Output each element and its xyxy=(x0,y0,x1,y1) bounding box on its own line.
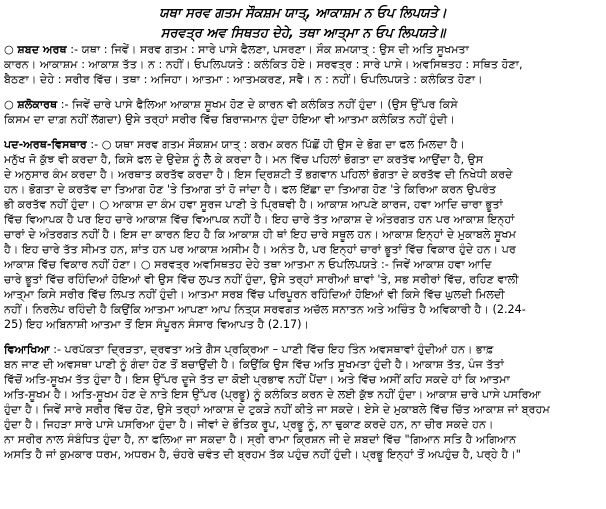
verse-line-1: ਯਥਾ ਸਰਵ ਗਤਮ ਸੌਕਸ਼ਮ ਯਾਤ੍, ਆਕਾਸ਼ਮ ਨ ਓਪ ਲਿਪਯਤੇ। xyxy=(159,6,447,21)
text-line: ਹੁੰਦਾ ਹੈ। ਜਿਵੇਂ ਸਾਰੇ ਸਰੀਰ ਵਿੱਚ ਹੋਣ, ਉਸੇ ਤਰ੍ਹਾਂ ਆਕਾਸ਼ ਦੇ ਟੁਕੜੇ ਨਹੀਂ ਕੀਤੇ ਜਾ ਸਕਦੇ। ਏਸੇ ਦੇ ਮੁਕਾਬਲੇ ਵਿੱਚ ਚਿੱਤ ਆਕਾਸ਼ ਜਾਂ ਬ੍ਰਹਮ xyxy=(4,403,550,416)
text-line: ਅਤਿ-ਸੂਖਮ ਹੈ। ਅਤਿ-ਸੂਖਮ ਹੋਣ ਦੇ ਨਾਤੇ ਇਸ ਉੱਪਰ (ਪ੍ਰਭੂ) ਨੂੰ ਕਲੰਕਿਤ ਕਰਨ ਦੇ ਲਈ ਕੁੱਝ ਨਹੀਂ ਹੁੰਦਾ। ਆਕਾਸ਼ ਚਾਰੇ ਪਾਸੇ ਪਸਰਿਆ xyxy=(4,388,541,401)
text-line: ਹੈ। ਇਹ ਚਾਰੇ ਤੱਤ ਸੀਮਤ ਹਨ, ਸ਼ਾਂਤ ਹਨ ਪਰ ਆਕਾਸ਼ ਅਸੀਮ ਹੈ। ਅਨੰਤ ਹੈ, ਪਰ ਇਨ੍ਹਾਂ ਚਾਰਾਂ ਭੂਤਾਂ ਵਿੱਚ ਵਿਕਾਰ ਹੁੰਦੇ ਹਨ। ਪਰ xyxy=(4,243,516,256)
text-line: ਦੇ ਅਨੁਸਾਰ ਕੰਮ ਕਰਦਾ ਹੈ। ਅਰਥਾਤ ਕਰਤੱਵ ਕਰਦਾ ਹੈ। ਇਸ ਦ੍ਰਿਸ਼ਟੀ ਤੋਂ ਭਗਵਾਨ ਪਹਿਲਾਂ ਭੋਗਤਾ ਦੇ ਕਰਤੱਵ ਦੀ ਨਿਖੇਧੀ ਕਰਦੇ xyxy=(4,168,513,181)
verse-line-2: ਸਰਵਤ੍ਰ ਅਵ ਸਿਥਤਹ ਦੇਹੇ, ਤਥਾ ਆਤ੍ਮਾ ਨ ਓਪ ਲਿਪਯਤੇ॥ xyxy=(160,26,446,41)
text-line: ਚਾਰਾਂ ਦੇ ਅੰਤਰਗਤ ਨਹੀਂ ਹੈ। ਇਸ ਦਾ ਕਾਰਨ ਇਹ ਹੈ ਕਿ ਆਕਾਸ਼ ਹੀ ਥਾਂ ਇਹ ਚਾਰੇ ਸਥੂਲ ਹਨ। ਆਕਾਸ਼ ਇਨ੍ਹਾਂ ਦੇ ਮੁਕਾਬਲੇ ਸੂਖਮ xyxy=(4,228,516,241)
section-label: ਸ਼ਬਦ ਅਰਥ xyxy=(17,43,67,56)
text-line: 25) ਇਹ ਅਬਿਨਾਸ਼ੀ ਆਤਮਾ ਤੋਂ ਇਸ ਸੰਪੂਰਨ ਸੰਸਾਰ ਵਿਆਪਤ ਹੈ (2.17)। xyxy=(4,318,310,331)
text-line: ○ ਸ਼ਲੋਕਾਰਥ :- ਜਿਵੇਂ ਚਾਰੇ ਪਾਸੇ ਫੈਲਿਆ ਆਕਾਸ਼ ਸੂਖਮ ਹੋਣ ਦੇ ਕਾਰਨ ਵੀ ਕਲੰਕਿਤ ਨਹੀਂ ਹੁੰਦਾ। (ਉਸ ਉੱਪਰ ਕਿਸੇ xyxy=(4,98,458,111)
text-line: ਨਾ ਸਰੀਰ ਨਾਲ ਸੰਬੰਧਿਤ ਹੁੰਦਾ ਹੈ, ਨਾ ਫਲਿਆ ਜਾ ਸਕਦਾ ਹੈ। ਸ੍ਰੀ ਰਾਮਾ ਕ੍ਰਿਸ਼ਨ ਜੀ ਦੇ ਸ਼ਬਦਾਂ ਵਿੱਚ "ਗਿਆਨ ਸਤਿ ਹੈ ਅਗਿਆਨ xyxy=(4,433,517,446)
section-label: ਵਿਆਖਿਆ xyxy=(4,343,50,356)
text-line: ਚਾਰੇ ਭੂਤਾਂ ਵਿੱਚ ਰਹਿੰਦਿਆਂ ਹੋਇਆਂ ਵੀ ਉਸ ਵਿੱਚ ਲੁਪਤ ਨਹੀਂ ਹੁੰਦਾ, ਉਸੇ ਤਰ੍ਹਾਂ ਸਾਰੀਆਂ ਥਾਵਾਂ 'ਤੇ, ਸਭ ਸਰੀਰਾਂ ਵਿੱਚ, ਰਹਿਣ ਵਾਲੀ xyxy=(4,273,519,286)
text-line: ਹਨ। ਭੋਗਤਾ ਦੇ ਕਰਤੱਵ ਦਾ ਤਿਆਗ ਹੋਣ 'ਤੇ ਤਿਆਗ ਤਾਂ ਹੋ ਜਾਂਦਾ ਹੈ। ਫਲ ਇੱਛਾ ਦਾ ਤਿਆਗ ਹੋਣ 'ਤੇ ਕਿਰਿਆ ਕਰਨ ਉਪਰੰਤ xyxy=(4,183,497,196)
text-line: ਬੈਠਣਾ। ਦੇਹੇ : ਸਰੀਰ ਵਿੱਚ। ਤਥਾ : ਅਜਿਹਾ। ਆਤਮਾ : ਆਤਮਕਰਣ, ਸਵੈ। ਨ : ਨਹੀਂ। ਓਪਲਿਪਯਤੇ : ਕਲੰਕਿਤ ਹੋਣਾ। xyxy=(4,73,483,86)
text-line: ਪਦ-ਅਰਥ-ਵਿਸਥਾਰ :- ○ ਯਥਾ ਸਰਵ ਗਤਮ ਸੌਕਸ਼ਮ ਯਾਤ੍ : ਕਰਮ ਕਰਨ ਪਿੱਛੋਂ ਹੀ ਉਸ ਦੇ ਭੋਗ ਦਾ ਫਲ ਮਿਲਦਾ ਹੈ। xyxy=(4,138,465,151)
section-label: ਪਦ-ਅਰਥ-ਵਿਸਥਾਰ xyxy=(4,138,87,151)
text-line: ○ ਸ਼ਬਦ ਅਰਥ :- ਯਥਾ : ਜਿਵੇਂ। ਸਰਵ ਗਤਮ : ਸਾਰੇ ਪਾਸੇ ਫੈਲਣਾ, ਪਸਰਣਾ। ਸੌਕ ਸ਼ਮਯਾਤ੍ : ਉਸ ਦੀ ਅਤਿ ਸੂਖਮਤਾ xyxy=(4,43,469,56)
text-line: ਆਤ੍ਮਾ ਕਿਸੇ ਸਰੀਰ ਵਿੱਚ ਲਿਪਤ ਨਹੀਂ ਹੁੰਦੀ। ਆਤਮਾ ਸਰਬ ਵਿੱਚ ਪਰਿਪੂਰਨ ਰਹਿੰਦਿਆਂ ਹੋਇਆਂ ਵੀ ਕਿਸੇ ਵਿੱਚ ਘੁਲਦੀ ਮਿਲਦੀ xyxy=(4,288,505,301)
section-label: ਸ਼ਲੋਕਾਰਥ xyxy=(17,98,58,111)
text-line: ਅਸਤਿ ਹੈ ਜਾਂ ਕੁਮਕਾਰ ਧਰਮ, ਅਧਰਮ ਹੈ, ਚੰਹਰੇ ਚਵੰਤ ਦੀ ਬ੍ਰਹਮ ਤੱਕ ਪਹੁੰਚ ਨਹੀਂ ਹੁੰਦੀ। ਪ੍ਰਭੂ ਇਨ੍ਹਾਂ ਤੋਂ ਅਪਹੁੰਚ ਹੈ, ਪਰ੍ਹੇ ਹੈ।" xyxy=(4,448,521,461)
text-line: ਵਿਆਖਿਆ :- ਪਰਪੱਕਤਾ ਦ੍ਰਿੜਤਾ, ਦ੍ਰਵਤਾ ਅਤੇ ਗੈਸ ਪ੍ਰਕ੍ਰਿਆ – ਪਾਣੀ ਵਿੱਚ ਇਹ ਤਿੰਨ ਅਵਸਥਾਵਾਂ ਹੁੰਦੀਆਂ ਹਨ। ਭਾਫ਼ xyxy=(4,343,494,356)
text-line: ਕਿਸਮ ਦਾ ਦਾਗ਼ ਨਹੀਂ ਲੱਗਦਾ) ਉਸੇ ਤਰ੍ਹਾਂ ਸਰੀਰ ਵਿੱਚ ਬਿਰਾਜਮਾਨ ਹੁੰਦਾ ਹੋਇਆ ਵੀ ਆਤਮਾ ਕਲੰਕਿਤ ਨਹੀਂ ਹੁੰਦੀ। xyxy=(4,113,455,126)
text-line: ਆਕਾਸ਼ ਵਿੱਚ ਵਿਕਾਰ ਨਹੀਂ ਹੋਣਾ। ○ ਸਰਵਤ੍ਰ ਅਵਸਿਥਤਹ ਦੇਹੇ ਤਥਾ ਆਤਮਾ ਨ ਓਪਲਿਪਯਤੇ :- ਜਿਵੇਂ ਆਕਾਸ਼ ਹਵਾ ਆਦਿ xyxy=(4,258,492,271)
text-line: ਹੁੰਦਾ ਹੈ। ਜਿਹੜਾ ਸਾਰੇ ਪਾਸੇ ਪਸਰਿਆ ਹੁੰਦਾ ਹੈ। ਜੀਵਾਂ ਦੇ ਭੌਤਿਕ ਰੂਪ, ਪ੍ਰਭੂ ਨੂੰ, ਨਾ ਢੁਕਾਣ ਕਰਦੇ ਹਨ, ਨਾ ਚੀਰ ਸਕਦੇ ਹਨ। xyxy=(4,418,494,431)
text-line: ਕਾਰਨ। ਆਕਾਸ਼ਮ : ਆਕਾਸ਼ ਤੱਤ। ਨ : ਨਹੀਂ। ਓਪਲਿਪਯਤੇ : ਕਲੰਕਿਤ ਹੋਏ। ਸਰਵਤ੍ਰ : ਸਾਰੇ ਪਾਸੇ। ਅਵਸਿਥਤਹ : ਸਥਿਤ ਹੋਣਾ, xyxy=(4,58,523,71)
text-line: ਮਨੁੱਖ ਜੋ ਕੁੱਝ ਵੀ ਕਰਦਾ ਹੈ, ਕਿਸੇ ਫਲ ਦੇ ਉਦੇਸ਼ ਨੂੰ ਲੈ ਕੇ ਕਰਦਾ ਹੈ। ਮਨ ਵਿੱਚ ਪਹਿਲਾਂ ਭੋਗਤਾ ਦਾ ਕਰਤੱਵ ਆਉਂਦਾ ਹੈ, ਉਸ xyxy=(4,153,484,166)
text-line: ਬਨ ਜਾਣ ਦੀ ਅਵਸਥਾ ਪਾਣੀ ਨੂੰ ਗੰਦਾ ਹੋਣ ਤੋਂ ਬਚਾਉਂਦੀ ਹੈ। ਕਿਉਂਕਿ ਉਸ ਵਿੱਚ ਅਤਿ ਸੂਖਮਤਾ ਹੁੰਦੀ ਹੈ। ਆਕਾਸ਼ ਤੱਤ, ਪੰਜ ਤੱਤਾਂ xyxy=(4,358,504,371)
text-line: ਵਿੱਚੋਂ ਅਤਿ-ਸੂਖਮ ਤੱਤ ਹੁੰਦਾ ਹੈ। ਇਸ ਉੱਪਰ ਦੂਜੇ ਤੱਤ ਦਾ ਕੋਈ ਪ੍ਰਭਾਵ ਨਹੀਂ ਪੈਂਦਾ। ਅਤੇ ਵਿੱਚ ਅਸੀਂ ਕਹਿ ਸਕਦੇ ਹਾਂ ਕਿ ਆਤਮਾ xyxy=(4,373,510,386)
text-line: ਨਹੀਂ। ਨਿਰਲੇਪ ਰਹਿੰਦੀ ਹੈ ਕਿਉਂਕਿ ਆਤਮਾ ਆਪਣਾ ਆਪ ਨਿਤ੍ਯ ਸਰਵਗਤ ਅਚੱਲ ਸਨਾਤਨ ਅਤੇ ਅਚਿੰਤ ਹੈ ਅਵਿਕਾਰੀ ਹੈ। (2.24- xyxy=(4,303,526,316)
text-line: ਭੀ ਕਰਤੱਵ ਨਹੀਂ ਹੁੰਦਾ। ○ ਆਕਾਸ਼ ਦਾ ਕੰਮ ਹਵਾ ਸੂਰਜ ਪਾਣੀ ਤੇ ਪ੍ਰਿਥਵੀ ਹੈ। ਆਕਾਸ਼ ਆਪਣੇ ਕਾਰਜ, ਹਵਾ ਆਦਿ ਚਾਰਾ ਭੂਤਾਂ xyxy=(4,198,503,211)
text-line: ਵਿੱਚ ਵਿਆਪਕ ਹੈ ਪਰ ਇਹ ਚਾਰੇ ਆਕਾਸ਼ ਵਿੱਚ ਵਿਆਪਕ ਨਹੀਂ ਹੈ। ਇਹ ਚਾਰੇ ਤੱਤ ਆਕਾਸ਼ ਦੇ ਅੰਤਰਗਤ ਹਨ ਪਰ ਆਕਾਸ਼ ਇਨ੍ਹਾਂ xyxy=(4,213,515,226)
